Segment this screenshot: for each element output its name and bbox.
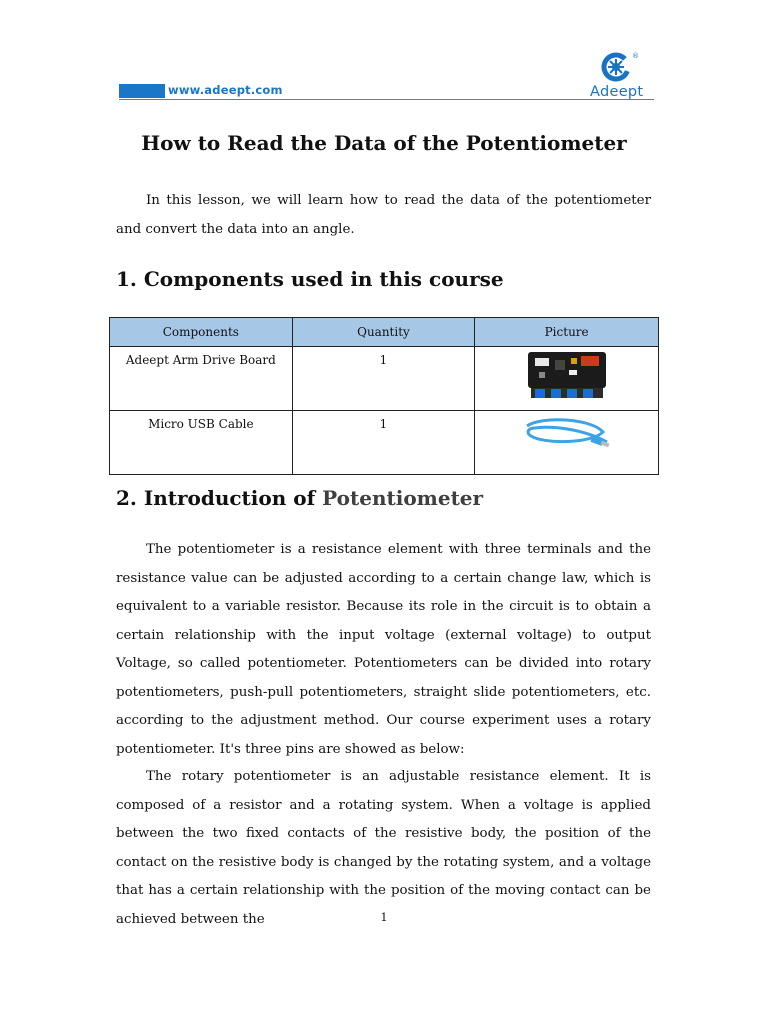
quantity-cell: 1 [292,411,475,475]
header-accent-bar [119,84,165,98]
column-header: Picture [475,318,659,347]
header-url[interactable]: www.adeept.com [168,83,283,97]
component-name-cell: Micro USB Cable [110,411,293,475]
column-header: Components [110,318,293,347]
arm-drive-board-image [525,350,609,402]
header-rule [119,99,654,100]
section-heading-components: 1. Components used in this course [116,267,504,291]
quantity-cell: 1 [292,347,475,411]
body-paragraph-2: The rotary potentiometer is an adjustable resistance element. It is composed of a resistor and a rotating system. When a voltage is applied between the two fixed contacts of the resistive body, the position of the contact on the resistive body is changed by the rotating system, and a voltage that has a certain relationship with the position of the moving contact can be achieved between the [116,769,651,927]
component-name-cell: Adeept Arm Drive Board [110,347,293,411]
svg-text:®: ® [632,52,639,60]
table-header-row [110,318,659,347]
components-table [109,317,659,475]
micro-usb-cable-image [521,414,613,454]
section-heading-potentiometer: 2. Introduction of Potentiometer [116,486,484,510]
page-number: 1 [380,911,388,924]
table-row [110,347,659,411]
table-row [110,411,659,475]
picture-cell [475,411,659,475]
logo-wordmark: Adeept [590,84,644,100]
column-header: Quantity [292,318,475,347]
intro-paragraph: In this lesson, we will learn how to read the data of the potentiometer and convert the data into an angle. [116,193,651,237]
picture-cell [475,347,659,411]
page-title: How to Read the Data of the Potentiometer [141,131,627,155]
body-paragraph-1: The potentiometer is a resistance element with three terminals and the resistance value can be adjusted according to a certain change law, which is equivalent to a variable resistor. Because its role in the circuit is to obtain a certain relationship with the input voltage (external voltage) to output Voltage, so called potentiometer. Potentiometers can be divided into rotary potentiometers, push-pull potentiometers, straight slide potentiometers, etc. according to the adjustment method. Our course experiment uses a rotary potentiometer. It's three pins are showed as below: [116,542,651,757]
